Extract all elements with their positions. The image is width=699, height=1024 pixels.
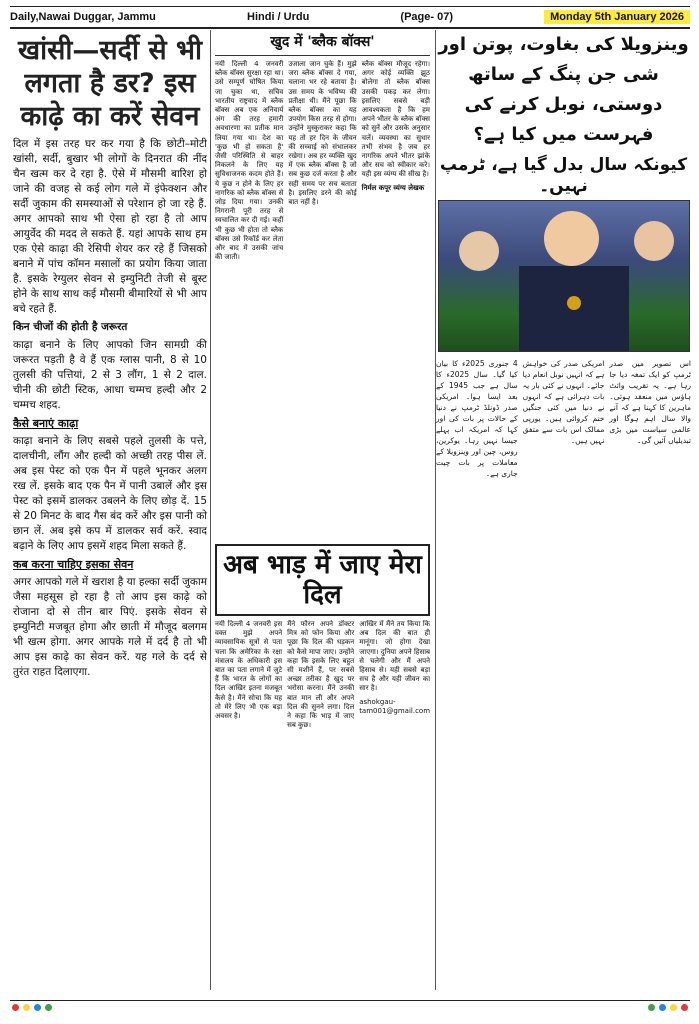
mid-signature: ashokgau- tam001@gmail.com: [359, 697, 430, 715]
footer-dots-right: [646, 1004, 690, 1013]
left-para-1: दिल में इस तरह घर कर गया है कि छोटी–मोटी खांसी, सर्दी, बुखार भी लोगों के दिनरात की नींद चैन खत्म कर दे रहा है. ऐसे में मौसमी बारिश हो जाने की वजह से कई लोग गले में इंफेक्शन और सर्दी जुकाम की समस्याओं से परेशान हो जा रहे हैं. अगर आपको साथ भी ऐसा हो रहा है तो आप आयुर्वेद की मदद ले सकते हैं. यहां आपके साथ हम एक ऐसे काढ़ा की रेसिपी शेयर कर रहे हैं जिसको बनाने में पांच कॉमन मसालों का प्रयोग किया जाता है. इसके रेग्युलर सेवन से इम्युनिटी तेजी से बूस्ट होने के साथ साथ कई मौसमी बीमारियों से भी आप बचे रहते हैं.: [13, 138, 207, 315]
urdu-col-1: 4 جنوری 2025ء کا بیان کیا گیا۔ سال 2025ء کا سال ہے جب 1945 کے بعد ایسا ہوا۔ امریکی صدر ڈونلڈ ٹرمپ نے دنیا کے حالات پر بات کی اور کہا کہ امریکہ اب پہلے جیسا نہیں رہا۔ یوکرین، روس، چین اور وینزویلا کے معاملات پر بات چیت جاری ہے۔: [436, 359, 518, 478]
left-para-4: काढ़ा बनाने के लिए सबसे पहले तुलसी के पत्ते, दालचीनी, लौंग और हल्दी को अच्छी तरह पीस लें. अब इस पेस्ट को एक पैन में पहले भूनकर अलग रख लें. इसके बाद एक पैन में पानी उबालें और इस पेस्ट को इसमें डालकर उबलने के लिए छोड़ दें. 15 से 20 मिनट के बाद गैस बंद करें और इस पानी को छान लें. अब इसे कप में डालकर सर्व करें. स्वाद बढ़ाने के लिए आप इसमें शहद मिला सकते हैं.: [13, 435, 207, 552]
mid-title: खुद में 'ब्लैक बॉक्स': [215, 30, 430, 56]
left-subhead-1: कैसे बनाएं काढ़ा: [13, 417, 79, 430]
page-number: (Page- 07): [400, 11, 453, 23]
page-footer: [10, 1000, 690, 1015]
middle-articles: [215, 30, 430, 990]
mid2-col-3: आखिर में मैंने तय किया कि अब दिल की बात ही मानूंगा। जो होगा देखा जाएगा। दुनिया अपने हिसाब से चलेगी और मैं अपने हिसाब से। यही सबसे बड़ा सच है और यही जीवन का सार है।: [359, 620, 430, 693]
urdu-col-2: امریکی صدر کی خواہش ہے کہ انہیں نوبل انعام دیا جائے۔ انہوں نے کئی بار یہ بات دہرائی ہے کہ انہوں نے دنیا میں کئی جنگیں ختم کروائی ہیں۔ یورپی ممالک اس بات سے متفق نہیں ہیں۔: [522, 359, 605, 445]
urdu-subheadline: کیونکہ سال بدل گیا ہے، ٹرمپ نہیں۔: [439, 155, 688, 196]
news-photo: [438, 200, 690, 352]
left-subhead-2: कब करना चाहिए इसका सेवन: [13, 558, 134, 571]
left-para-2: किन चीजों की होती है जरूरत: [13, 321, 128, 333]
left-headline: खांसी—सर्दी से भी लगता है डर? इस काढ़े का करें सेवन: [18, 35, 202, 132]
mid-col-1: नयी दिल्ली 4 जनवरी ब्लैक बॉक्स सुरक्षा रहा था। उसे सम्पूर्ण घोषित किया जा चुका था, सचिव भारतीय राष्ट्रवाद में ब्लैक बॉक्स अब एक अनिवार्य अंग की तरह हमारी अवधारणा का प्रतीक मान लिया गया था। देश का 'कुछ भी हो सकता है' जैसी परिस्थिति से बाहर निकलने के लिए यह सुविधाजनक कदम होते हैं। ये कुछ न होने के लिए हर नागरिक को ब्लैक बॉक्स से जोड़ दिया गया। उनकी निगरानी पूरी तरह से स्वचालित कर दी गई। कहीं भी कुछ भी होता तो ब्लैक बॉक्स उसे रिकॉर्ड कर लेता और बाद में उसकी जांच की जाती।: [215, 60, 284, 262]
mid-headline-2: अब भाड़ में जाए मेरा दिल: [215, 544, 430, 616]
urdu-col-3: اس تصویر میں صدر ٹرمپ کو ایک تمغہ دیا جا رہا ہے۔ یہ تقریب وائٹ ہاؤس میں منعقد ہوئی۔ ماہرین کا کہنا ہے کہ آنے والا سال اہم ہوگا اور عالمی سیاست میں بڑی تبدیلیاں آئیں گی۔: [609, 359, 691, 445]
page-header: [10, 6, 690, 29]
left-para-3: काढ़ा बनाने के लिए आपको जिन सामग्री की जरूरत पड़ती है वे हैं एक ग्लास पानी, 8 से 10 तुलसी की पत्तियां, 2 से 3 लौंग, 1 से 2 दाल. चीनी की छोटी स्टिक, आधा चम्मच हल्दी और 2 चम्मच शहद.: [13, 339, 207, 411]
paper-name: Daily,Nawai Duggar, Jammu: [10, 11, 156, 23]
right-article: [435, 30, 691, 990]
mid-byline: निर्मल कपूर व्यंग्य लेखक: [361, 183, 425, 192]
mid2-col-1: नयी दिल्ली 4 जनवरी इस वक्त मुझे अपने व्यावसायिक सूत्रों से पता चला कि अमेरिका के रक्षा मंत्रालय के अधिकारी इस बात का पता लगाने में जुटे हैं कि भारत के लोगों का दिल आखिर इतना मजबूत कैसे है। मैंने सोचा कि यह तो मेरे लिए भी एक बड़ा अवसर है।: [215, 620, 283, 721]
language-label: Hindi / Urdu: [247, 11, 310, 23]
left-article: [10, 30, 211, 990]
left-para-5: अगर आपको गले में खराश है या हल्का सर्दी जुकाम जैसा महसूस हो रहा है तो आप इस काढ़े को रोजाना दो से तीन बार पिएं. इसके सेवन से इम्युनिटी मजबूत होगा और छाती में मौजूद बलगम भी खत्म होगा. अगर आपके गले में दर्द है तो भी आप इस काढ़े का सेवन करें. यह गले के दर्द से तुरंत राहत दिलाएगा.: [13, 576, 207, 678]
urdu-headline: وینزویلا کی بغاوت، پوتن اور شی جن پنگ کے ساتھ دوستی، نوبل کرنے کی فہرست میں کیا ہے؟: [438, 34, 689, 145]
photo-medal: [567, 296, 581, 310]
photo-figure-left: [459, 231, 499, 271]
mid-col-2: उजाला जान चुके हैं। मुझे जरा ब्लैक बॉक्स दे गया, चलाना भर रहे बताया है। उस समय के भविष्य की प्रतीक्षा थी। मैंने पूछा कि ब्लैक बॉक्स का यह उपयोग किस तरह से होगा। उन्होंने मुस्कुराकर कहा कि यह तो हर दिन के जीवन की सच्चाई को संभालकर रखेगा। अब हर व्यक्ति खुद में एक ब्लैक बॉक्स है जो सब कुछ दर्ज करता है और सही समय पर सच बताता है। इसलिए डरने की कोई बात नहीं है।: [288, 60, 357, 207]
mid2-col-2: मैंने फौरन अपने डॉक्टर मित्र को फोन किया और पूछा कि दिल की धड़कन को कैसे मापा जाए। उन्होंने कहा कि इसके लिए बहुत सी मशीनें हैं, पर सबसे अच्छा तरीका है खुद पर भरोसा करना। मैंने उनकी बात मान ली और अपने दिल की सुनने लगा। दिल ने कहा कि भाड़ में जाए सब कुछ।: [287, 620, 355, 730]
photo-figure-center: [544, 211, 599, 266]
photo-figure-right: [634, 221, 674, 261]
footer-dots-left: [10, 1004, 54, 1013]
mid-col-3: ब्लैक बॉक्स मौजूद रहेगा। अगर कोई व्यक्ति झूठ बोलेगा तो ब्लैक बॉक्स उसकी पकड़ कर लेगा। इसलिए सबसे बड़ी आवश्यकता है कि हम अपने भीतर के ब्लैक बॉक्स को सुनें और उसके अनुसार चलें। व्यवस्था का सुधार तभी संभव है जब हर नागरिक अपने भीतर झांके और सच को स्वीकार करे। यही इस व्यंग्य की सीख है।: [361, 60, 430, 179]
issue-date: Monday 5th January 2026: [544, 10, 690, 24]
